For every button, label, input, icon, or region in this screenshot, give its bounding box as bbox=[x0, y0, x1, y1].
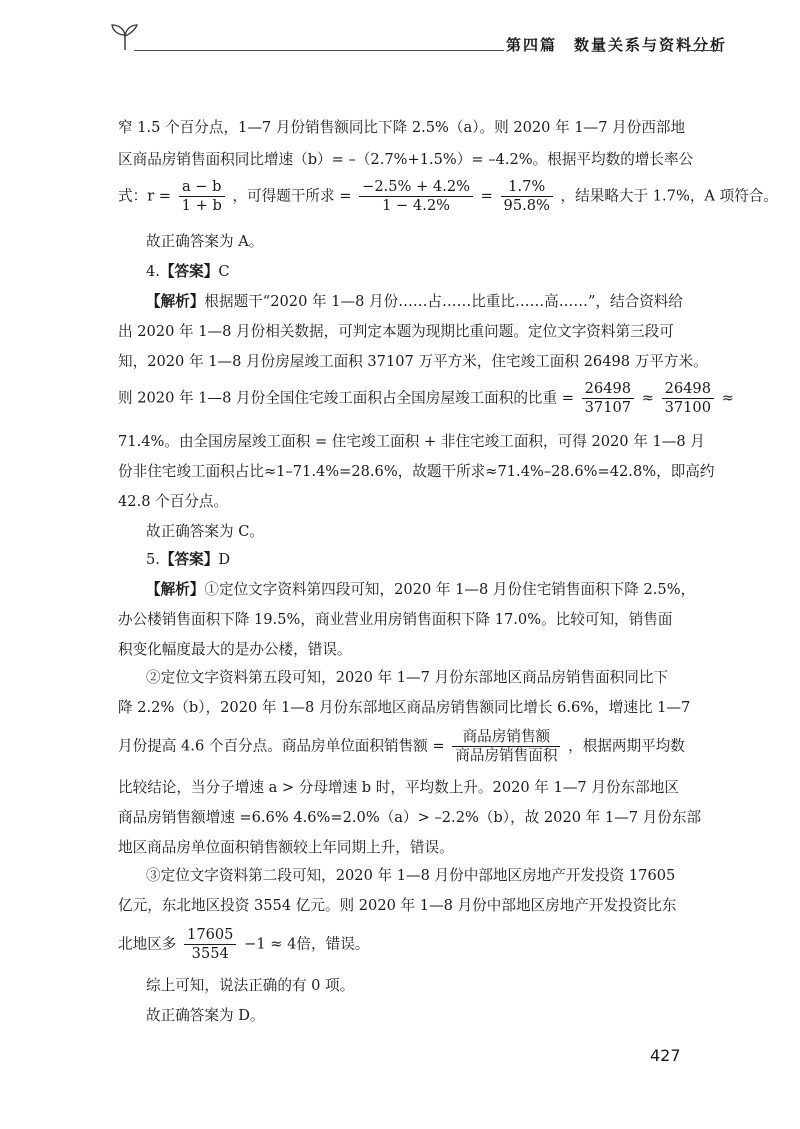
header-rule-left bbox=[134, 50, 504, 51]
text-segment: ，根据两期平均数 bbox=[568, 737, 685, 755]
fraction-numerator: 26498 bbox=[662, 380, 714, 399]
text-line: 42.8 个百分点。 bbox=[118, 493, 229, 510]
text-segment: 式：r = bbox=[118, 187, 172, 205]
fraction-numerator: a − b bbox=[179, 178, 225, 197]
text-segment: −1 ≈ 4倍，错误。 bbox=[244, 935, 370, 953]
fraction bbox=[452, 728, 560, 765]
text-line: 知，2020 年 1—8 月份房屋竣工面积 37107 万平方米，住宅竣工面积 26498 万平方米。 bbox=[118, 353, 708, 370]
text-segment: ，可得题干所求 = bbox=[232, 187, 352, 205]
fraction-numerator: 26498 bbox=[582, 380, 634, 399]
fraction-denominator: 1 − 4.2% bbox=[382, 197, 450, 214]
analysis-line bbox=[146, 580, 695, 600]
text-line: 降 2.2%（b），2020 年 1—8 月份东部地区商品房销售额同比增长 6.6%，增速比 1—7 bbox=[118, 699, 691, 716]
formula-line bbox=[118, 728, 685, 765]
fraction bbox=[184, 926, 236, 963]
text-line: 故正确答案为 A。 bbox=[146, 233, 264, 250]
text-line: 比较结论，当分子增速 a > 分母增速 b 时，平均数上升。2020 年 1—7 月份东部地区 bbox=[118, 779, 679, 796]
formula-line bbox=[118, 178, 778, 215]
text-line: 区商品房销售面积同比增速（b）= –（2.7%+1.5%）= –4.2%。根据平均数的增长率公 bbox=[118, 151, 694, 168]
fraction bbox=[501, 178, 553, 215]
fraction-denominator: 95.8% bbox=[503, 197, 550, 214]
text-segment: = bbox=[480, 187, 493, 205]
text-segment: 北地区多 bbox=[118, 935, 177, 953]
sprout-icon bbox=[108, 22, 142, 52]
text-line: 商品房销售额增速 =6.6% 4.6%=2.0%（a）> –2.2%（b），故 2020 年 1—7 月份东部 bbox=[118, 809, 702, 826]
text-line: 办公楼销售面积下降 19.5%，商业营业用房销售面积下降 17.0%。比较可知，销售面 bbox=[118, 611, 673, 628]
text-segment: 则 2020 年 1—8 月份全国住宅竣工面积占全国房屋竣工面积的比重 = bbox=[118, 389, 574, 407]
running-header bbox=[108, 22, 728, 72]
text-line: 故正确答案为 C。 bbox=[146, 523, 264, 540]
formula-line bbox=[118, 380, 734, 417]
fraction-denominator: 商品房销售面积 bbox=[455, 747, 558, 764]
text-line: 71.4%。由全国房屋竣工面积 = 住宅竣工面积 + 非住宅竣工面积，可得 2020 年 1—8 月 bbox=[118, 433, 705, 450]
text-segment: 根据题干“2020 年 1—8 月份……占……比重比……高……”，结合资料给 bbox=[204, 293, 683, 310]
text-line: 故正确答案为 D。 bbox=[146, 1007, 265, 1024]
analysis-bracket: 【解析】 bbox=[146, 581, 205, 598]
text-segment: ≈ bbox=[641, 389, 654, 407]
section-title: 第四篇 数量关系与资料分析 bbox=[506, 36, 728, 54]
analysis-bracket: 【解析】 bbox=[146, 293, 205, 310]
answer-letter: C bbox=[218, 263, 230, 280]
answer-line bbox=[146, 262, 230, 282]
fraction-numerator: 1.7% bbox=[501, 178, 553, 197]
fraction-denominator: 3554 bbox=[191, 945, 229, 962]
answer-bracket: 【答案】 bbox=[159, 263, 219, 280]
answer-bracket: 【答案】 bbox=[159, 551, 219, 568]
fraction-numerator: 商品房销售额 bbox=[452, 728, 560, 747]
fraction-numerator: 17605 bbox=[184, 926, 236, 945]
text-line: 窄 1.5 个百分点，1—7 月份销售额同比下降 2.5%（a）。则 2020 年 1—7 月份西部地 bbox=[118, 119, 686, 136]
fraction bbox=[582, 380, 634, 417]
text-line: 地区商品房单位面积销售额较上年同期上升，错误。 bbox=[118, 839, 454, 856]
answer-line bbox=[146, 550, 230, 570]
analysis-line bbox=[146, 292, 683, 312]
fraction-denominator: 37107 bbox=[584, 399, 632, 416]
question-number: 4. bbox=[146, 263, 160, 280]
fraction bbox=[179, 178, 225, 215]
fraction bbox=[359, 178, 473, 215]
header-rule-right bbox=[688, 50, 720, 51]
text-line: 亿元，东北地区投资 3554 亿元。则 2020 年 1—8 月份中部地区房地产开发投资比东 bbox=[118, 897, 677, 914]
text-segment: 月份提高 4.6 个百分点。商品房单位面积销售额 = bbox=[118, 737, 445, 755]
text-line: ③定位文字资料第二段可知，2020 年 1—8 月份中部地区房地产开发投资 17605 bbox=[146, 867, 676, 884]
text-line: 综上可知，说法正确的有 0 项。 bbox=[146, 977, 355, 994]
fraction-numerator: −2.5% + 4.2% bbox=[359, 178, 473, 197]
text-line: 份非住宅竣工面积占比≈1–71.4%=28.6%，故题干所求≈71.4%–28.6%=42.8%，即高约 bbox=[118, 463, 715, 480]
text-line: ②定位文字资料第五段可知，2020 年 1—7 月份东部地区商品房销售面积同比下 bbox=[146, 669, 669, 686]
page-number: 427 bbox=[650, 1046, 681, 1065]
text-segment: ①定位文字资料第四段可知，2020 年 1—8 月份住宅销售面积下降 2.5%， bbox=[204, 581, 696, 598]
formula-line bbox=[118, 926, 369, 963]
fraction bbox=[662, 380, 714, 417]
fraction-denominator: 1 + b bbox=[181, 197, 222, 214]
answer-letter: D bbox=[218, 551, 231, 568]
text-segment: ≈ bbox=[721, 389, 734, 407]
text-line: 积变化幅度最大的是办公楼，错误。 bbox=[118, 641, 352, 658]
text-segment: ，结果略大于 1.7%，A 项符合。 bbox=[560, 187, 778, 205]
question-number: 5. bbox=[146, 551, 160, 568]
text-line: 出 2020 年 1—8 月份相关数据，可判定本题为现期比重问题。定位文字资料第三段可 bbox=[118, 323, 674, 340]
fraction-denominator: 37100 bbox=[664, 399, 712, 416]
